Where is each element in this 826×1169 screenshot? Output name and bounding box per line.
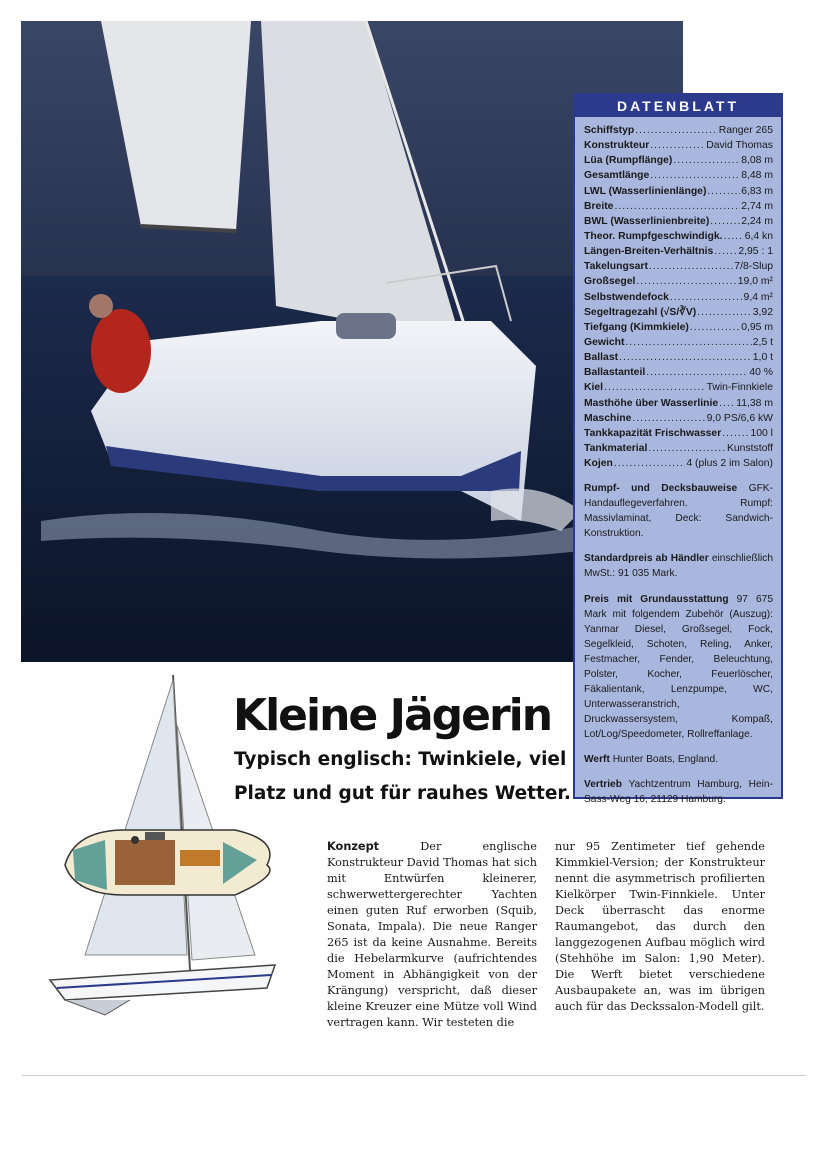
spec-row: Kiel ..... Twin-Finnkiele [584,380,773,395]
article-headline: Kleine Jägerin [233,690,552,741]
article-subhead-line-2: Platz und gut für rauhes Wetter. [234,783,571,804]
spec-row: Theor. Rumpfgeschwindigk. ..... 6,4 kn [584,229,773,244]
article-column-1: Konzept Der englische Konstrukteur David Thomas hat sich mit Entwürfen kleinerer, schwerwettergerechter Yachten einen guten Ruf erworben (Squib, Sonata, Impala). Die neue Ranger 265 ist da keine Ausnahme. Bereits die Hebelarmkurve (aufrichtendes Moment in Abhängigkeit von der Krängung) verspricht, daß dieser kleine Kreuzer eine Mütze voll Wind vertragen kann. Wir testeten die [327,840,537,1029]
note-equipped-price: Preis mit Grundausstattung 97 675 Mark mit folgendem Zubehör (Auszug): Yanmar Diesel, Großsegel, Fock, Segelkleid, Schoten, Reling, Anker, Festmacher, Fender, Beleuchtung, Polster, Kocher, Feuerlöscher, Fäkalientank, Lenzpumpe, WC, Unterwasseranstrich, Druckwassersystem, Kompaß, Lot/Log/Speedometer, Rollreffanlage. [584,593,773,740]
note-construction: Rumpf- und Decksbauweise GFK-Handauflegeverfahren. Rumpf: Massivlaminat, Deck: Sandwich-Konstruktion. [584,483,773,540]
spec-row: Konstrukteur ..... David Thomas [584,138,773,153]
spec-row: Breite ..... 2,74 m [584,199,773,214]
note-distributor: Vertrieb Yachtzentrum Hamburg, Hein-Sass-Weg 16, 21129 Hamburg. [584,778,773,805]
spec-row: Gewicht ..... 2,5 t [584,335,773,350]
spec-row: LWL (Wasserlinienlänge) ..... 6,83 m [584,184,773,199]
spec-row: Tiefgang (Kimmkiele) ..... 0,95 m [584,320,773,335]
datenblatt-box [573,93,783,805]
spec-row: Tankkapazität Frischwasser ..... 100 l [584,426,773,441]
spec-row: Segeltragezahl (√S/∛V) ..... 3,92 [584,305,773,320]
article-subhead-line-1: Typisch englisch: Twinkiele, viel [234,749,567,770]
spec-row: Ballast ..... 1,0 t [584,350,773,365]
note-shipyard: Werft Hunter Boats, England. [584,753,719,765]
spec-row: Ballastanteil ..... 40 % [584,365,773,380]
spec-row: Masthöhe über Wasserlinie ..... 11,38 m [584,396,773,411]
spec-list [575,117,781,471]
note-standard-price: Standardpreis ab Händler einschließlich MwSt.: 91 035 Mark. [584,553,773,580]
crew-member [91,309,151,393]
spec-row: Lüa (Rumpflänge) ..... 8,08 m [584,153,773,168]
spec-row: Maschine ..... 9,0 PS/6,6 kW [584,411,773,426]
spec-row: Selbstwendefock ..... 9,4 m² [584,290,773,305]
spec-row: Großsegel ..... 19,0 m² [584,274,773,289]
spec-row: BWL (Wasserlinienbreite) ..... 2,24 m [584,214,773,229]
spec-row: Tankmaterial ..... Kunststoff [584,441,773,456]
article-column-2: nur 95 Zentimeter tief gehende Kimmkiel-Version; der Konstrukteur nennt die asymmetrisch profilierten Kielkörper Twin-Finnkiele. Unter Deck überrascht das enorme Raumangebot, das durch den langgezogenen Aufbau möglich wird (Stehhöhe im Salon: 1,90 Meter). Die Werft bietet verschiedene Ausbaupakete an, was im übrigen auch für das Deckssalon-Modell gilt. [555,840,765,1013]
spec-row: Kojen ..... 4 (plus 2 im Salon) [584,456,773,471]
datenblatt-title: DATENBLATT [575,95,781,117]
drawing-mainsail [85,680,187,955]
spec-row: Längen-Breiten-Verhältnis ..... 2,95 : 1 [584,244,773,259]
sail-plan-drawing [45,670,290,1025]
spec-row: Takelungsart ..... 7/8-Slup [584,259,773,274]
spec-row: Schiffstyp ..... Ranger 265 [584,123,773,138]
spec-row: Gesamtlänge ..... 8,48 m [584,168,773,183]
